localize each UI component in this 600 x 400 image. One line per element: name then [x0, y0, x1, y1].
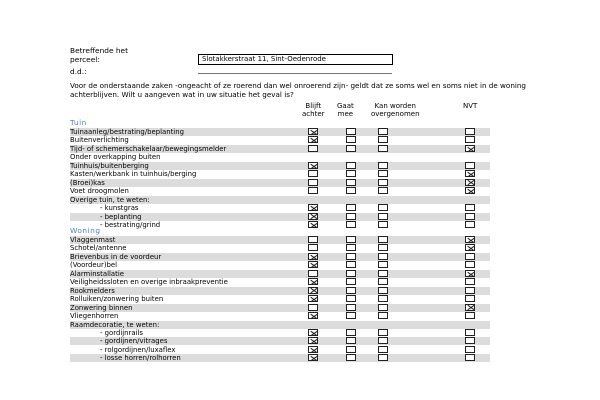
checkbox-gaat-mee[interactable]	[346, 312, 356, 319]
checkbox-kan-worden-overgenomen[interactable]	[378, 145, 388, 152]
checkbox-nvt[interactable]	[465, 253, 475, 260]
checklist-row	[70, 170, 490, 178]
checklist-row	[70, 162, 490, 170]
checklist-row	[70, 354, 490, 362]
checkbox-kan-worden-overgenomen[interactable]	[378, 295, 388, 302]
checkbox-gaat-mee[interactable]	[346, 204, 356, 211]
checklist-row	[70, 253, 490, 261]
checklist-row	[70, 304, 490, 312]
checkbox-nvt[interactable]	[465, 221, 475, 228]
checkbox-kan-worden-overgenomen[interactable]	[378, 136, 388, 143]
checklist-row	[70, 312, 490, 320]
row-label: (Voordeur)bel	[70, 261, 118, 270]
row-label: - losse horren/rolhorren	[100, 354, 181, 363]
column-header-line: Blijft	[305, 102, 322, 110]
checkbox-blijft-achter[interactable]	[308, 221, 318, 228]
checkbox-nvt[interactable]	[465, 295, 475, 302]
checkbox-kan-worden-overgenomen[interactable]	[378, 179, 388, 186]
checkbox-kan-worden-overgenomen[interactable]	[378, 128, 388, 135]
column-header-line: achter	[302, 110, 325, 118]
checklist-row	[70, 261, 490, 269]
checkbox-gaat-mee[interactable]	[346, 162, 356, 169]
checkbox-kan-worden-overgenomen[interactable]	[378, 346, 388, 353]
checkbox-gaat-mee[interactable]	[346, 136, 356, 143]
column-header-line: mee	[337, 110, 354, 118]
checkbox-nvt[interactable]	[465, 244, 475, 251]
checkbox-nvt[interactable]	[465, 204, 475, 211]
row-label: Schotel/antenne	[70, 244, 127, 253]
section-title-woning: Woning	[70, 226, 101, 235]
checkbox-nvt[interactable]	[465, 236, 475, 243]
checklist-row	[70, 196, 490, 204]
checkbox-kan-worden-overgenomen[interactable]	[378, 162, 388, 169]
checkbox-blijft-achter[interactable]	[308, 295, 318, 302]
checklist-row	[70, 221, 490, 229]
checklist-row	[70, 236, 490, 244]
checkbox-gaat-mee[interactable]	[346, 236, 356, 243]
intro-text: Voor de onderstaande zaken -ongeacht of ze roerend dan wel onroerend zijn- geldt dat ze soms wel en soms niet in de woning achterblijven. Wilt u aangeven wat in uw situatie het geval is?	[70, 81, 526, 99]
checkbox-blijft-achter[interactable]	[308, 170, 318, 177]
row-label: - kunstgras	[100, 204, 139, 213]
checkbox-kan-worden-overgenomen[interactable]	[378, 312, 388, 319]
checkbox-blijft-achter[interactable]	[308, 145, 318, 152]
checkbox-kan-worden-overgenomen[interactable]	[378, 187, 388, 194]
column-header-line: Gaat	[337, 102, 354, 110]
checkbox-gaat-mee[interactable]	[346, 244, 356, 251]
date-field[interactable]	[198, 73, 392, 74]
checkbox-nvt[interactable]	[465, 287, 475, 294]
checkbox-blijft-achter[interactable]	[308, 287, 318, 294]
checkbox-blijft-achter[interactable]	[308, 162, 318, 169]
checkbox-blijft-achter[interactable]	[308, 253, 318, 260]
row-label: Voet droogmolen	[70, 187, 129, 196]
checkbox-blijft-achter[interactable]	[308, 270, 318, 277]
column-header-gaat-mee	[337, 102, 354, 118]
checkbox-nvt[interactable]	[465, 329, 475, 336]
row-label: Overige tuin, te weten:	[70, 195, 150, 204]
perceel-label-line1: Betreffende het	[70, 46, 128, 55]
column-header-line: NVT	[463, 102, 478, 110]
checkbox-gaat-mee[interactable]	[346, 304, 356, 311]
checkbox-blijft-achter[interactable]	[308, 346, 318, 353]
checkbox-gaat-mee[interactable]	[346, 270, 356, 277]
checkbox-kan-worden-overgenomen[interactable]	[378, 244, 388, 251]
checkbox-kan-worden-overgenomen[interactable]	[378, 304, 388, 311]
row-label: - gordijnen/vitrages	[100, 337, 168, 346]
row-label: Vliegenhorren	[70, 312, 119, 321]
checkbox-gaat-mee[interactable]	[346, 346, 356, 353]
checkbox-kan-worden-overgenomen[interactable]	[378, 278, 388, 285]
checklist-row	[70, 278, 490, 286]
checkbox-gaat-mee[interactable]	[346, 221, 356, 228]
checklist-row	[70, 153, 490, 161]
checkbox-nvt[interactable]	[465, 278, 475, 285]
checkbox-kan-worden-overgenomen[interactable]	[378, 261, 388, 268]
checkbox-kan-worden-overgenomen[interactable]	[378, 213, 388, 220]
column-header-kan-worden-overgenomen	[371, 102, 420, 118]
checkbox-kan-worden-overgenomen[interactable]	[378, 221, 388, 228]
row-label: Vlaggenmast	[70, 236, 116, 244]
checkbox-blijft-achter[interactable]	[308, 179, 318, 186]
checkbox-nvt[interactable]	[465, 312, 475, 319]
perceel-label-line2: perceel:	[70, 55, 100, 64]
checkbox-gaat-mee[interactable]	[346, 329, 356, 336]
checkbox-gaat-mee[interactable]	[346, 128, 356, 135]
checkbox-blijft-achter[interactable]	[308, 128, 318, 135]
row-label: Alarminstallatie	[70, 269, 124, 278]
checklist-row	[70, 136, 490, 144]
checkbox-blijft-achter[interactable]	[308, 244, 318, 251]
checkbox-nvt[interactable]	[465, 162, 475, 169]
checkbox-kan-worden-overgenomen[interactable]	[378, 236, 388, 243]
checkbox-nvt[interactable]	[465, 179, 475, 186]
checkbox-nvt[interactable]	[465, 136, 475, 143]
date-label: d.d.:	[70, 67, 87, 76]
checkbox-nvt[interactable]	[465, 145, 475, 152]
checklist-row	[70, 321, 490, 329]
row-label: - bestrating/grind	[100, 220, 161, 229]
checkbox-kan-worden-overgenomen[interactable]	[378, 170, 388, 177]
checklist-row	[70, 270, 490, 278]
row-label: Tuinhuis/buitenberging	[70, 161, 149, 170]
checklist-row	[70, 179, 490, 187]
checkbox-kan-worden-overgenomen[interactable]	[378, 204, 388, 211]
row-label: Rolluiken/zonwering buiten	[70, 295, 164, 304]
checkbox-kan-worden-overgenomen[interactable]	[378, 329, 388, 336]
checkbox-nvt[interactable]	[465, 170, 475, 177]
checkbox-gaat-mee[interactable]	[346, 170, 356, 177]
checkbox-blijft-achter[interactable]	[308, 204, 318, 211]
row-label: Brievenbus in de voordeur	[70, 252, 162, 261]
row-label: Raamdecoratie, te weten:	[70, 320, 160, 329]
checkbox-nvt[interactable]	[465, 304, 475, 311]
checkbox-blijft-achter[interactable]	[308, 337, 318, 344]
checklist-row	[70, 145, 490, 153]
checkbox-gaat-mee[interactable]	[346, 213, 356, 220]
row-label: Kasten/werkbank in tuinhuis/berging	[70, 170, 197, 179]
checkbox-blijft-achter[interactable]	[308, 213, 318, 220]
checkbox-gaat-mee[interactable]	[346, 145, 356, 152]
checkbox-gaat-mee[interactable]	[346, 278, 356, 285]
checkbox-gaat-mee[interactable]	[346, 337, 356, 344]
checkbox-kan-worden-overgenomen[interactable]	[378, 287, 388, 294]
row-label: - beplanting	[100, 212, 142, 221]
checkbox-gaat-mee[interactable]	[346, 253, 356, 260]
checkbox-gaat-mee[interactable]	[346, 295, 356, 302]
checklist-row	[70, 187, 490, 195]
column-header-blijft-achter	[302, 102, 325, 118]
row-label: Tijd- of schemerschakelaar/bewegingsmelder	[70, 144, 227, 153]
row-label: Tuinaanleg/bestrating/beplanting	[70, 128, 184, 136]
row-label: Zonwering binnen	[70, 303, 133, 312]
address-field[interactable]: Slotakkerstraat 11, Sint-Oedenrode	[198, 54, 393, 65]
row-label: - rolgordijnen/luxaflex	[100, 345, 176, 354]
checkbox-blijft-achter[interactable]	[308, 312, 318, 319]
row-label: - gordijnrails	[100, 328, 144, 337]
checkbox-kan-worden-overgenomen[interactable]	[378, 270, 388, 277]
row-label: (Broei)kas	[70, 178, 105, 187]
checkbox-nvt[interactable]	[465, 261, 475, 268]
checkbox-gaat-mee[interactable]	[346, 187, 356, 194]
checkbox-nvt[interactable]	[465, 337, 475, 344]
row-label: Buitenverlichting	[70, 136, 129, 145]
row-label: Rookmelders	[70, 286, 115, 295]
checklist-row	[70, 287, 490, 295]
checkbox-nvt[interactable]	[465, 270, 475, 277]
checkbox-nvt[interactable]	[465, 346, 475, 353]
checkbox-blijft-achter[interactable]	[308, 187, 318, 194]
checkbox-kan-worden-overgenomen[interactable]	[378, 354, 388, 361]
checklist-row	[70, 346, 490, 354]
checkbox-kan-worden-overgenomen[interactable]	[378, 253, 388, 260]
checkbox-kan-worden-overgenomen[interactable]	[378, 337, 388, 344]
row-label: Onder overkapping buiten	[70, 153, 161, 162]
checklist-row	[70, 204, 490, 212]
checklist-row	[70, 295, 490, 303]
checklist-row	[70, 329, 490, 337]
checkbox-blijft-achter[interactable]	[308, 136, 318, 143]
row-label: Veiligheidssloten en overige inbraakpreventie	[70, 278, 228, 287]
checkbox-blijft-achter[interactable]	[308, 354, 318, 361]
checkbox-blijft-achter[interactable]	[308, 304, 318, 311]
checkbox-nvt[interactable]	[465, 128, 475, 135]
section-title-tuin: Tuin	[70, 118, 87, 127]
column-header-line: overgenomen	[371, 110, 420, 118]
checkbox-gaat-mee[interactable]	[346, 261, 356, 268]
checkbox-blijft-achter[interactable]	[308, 329, 318, 336]
checkbox-nvt[interactable]	[465, 213, 475, 220]
column-header-nvt	[463, 102, 477, 110]
checkbox-gaat-mee[interactable]	[346, 287, 356, 294]
checkbox-blijft-achter[interactable]	[308, 261, 318, 268]
checklist-row	[70, 213, 490, 221]
checklist-row	[70, 244, 490, 252]
checklist-row	[70, 337, 490, 345]
checkbox-nvt[interactable]	[465, 354, 475, 361]
checkbox-nvt[interactable]	[465, 187, 475, 194]
checkbox-gaat-mee[interactable]	[346, 354, 356, 361]
column-header-line: Kan worden	[374, 102, 416, 110]
checkbox-blijft-achter[interactable]	[308, 278, 318, 285]
checklist-row	[70, 128, 490, 136]
checkbox-blijft-achter[interactable]	[308, 236, 318, 243]
checkbox-gaat-mee[interactable]	[346, 179, 356, 186]
